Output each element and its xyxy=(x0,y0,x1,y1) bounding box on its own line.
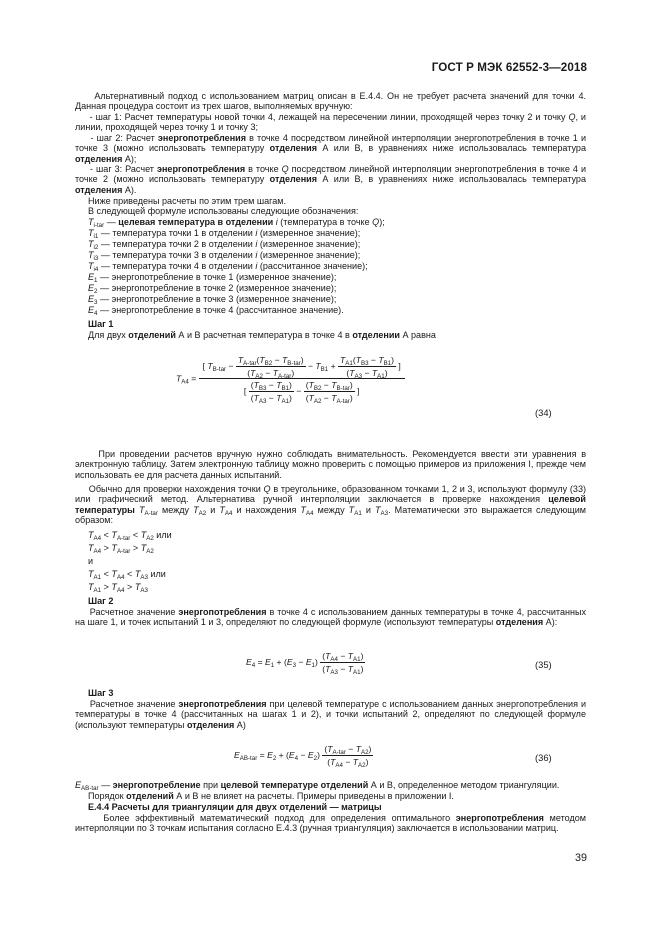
condition-and: и xyxy=(88,556,94,566)
paragraph-step2-desc: - шаг 2: Расчет энергопотребления в точке 4 посредством линейной интерполяции энергопотребления в точке 1 и точке 3 (можно использовать температуру отделения А или В, в уравнениях ниже использовалась температура отделения А); xyxy=(75,133,586,164)
equation-35: $E_4 = E_1 + (E_3 - E_1)$ $\frac{(T_{A4} - T_{A1})}{(T_{A3} - T_{A1})}$ xyxy=(246,651,364,676)
def-ti2: $T_{i2}$ — температура точки 2 в отделении i (измеренное значение); xyxy=(88,239,361,251)
equation-35-number: (35) xyxy=(535,659,552,670)
def-ti-tar: $T_{i-tar}$ — целевая температура в отделении i (температура в точке Q); xyxy=(88,217,385,229)
step2-title: Шаг 2 xyxy=(88,596,114,606)
def-ti3: $T_{i3}$ — температура точки 3 в отделении i (измеренное значение); xyxy=(88,250,361,262)
paragraph-check: Обычно для проверки нахождения точки Q в треугольнике, образованном точками 1, 2 и 3, используют формулу (33) или графический метод. Альтернатива ручной интерполяции заключается в проверке нахождения целевой температуры $T_{A-tar}$ между $T_{A2}$ и $T_{A4}$ и нахождения $T_{A4}$ между $T_{A1}$ и $T_{A3}$. Математически это выражается следующим образом: xyxy=(75,484,586,526)
condition-3: $T_{A1} < T_{A4} < T_{A3}$ или xyxy=(88,569,166,581)
equation-34: $T_{A4}$ = [ $T_{B-tar}$ − $\frac{T_{A-tar}(T_{B2} - T_{B-tar})}{(T_{A2} - T_{A-tar})}$ − $T_{B1}$ + $\frac{T_{A1}(T_{B3} - T_{B1})}{(T_{A3} - T_{A1})}$ ] [ $\frac{(T_{B3} - T_{B1})}{(T_{A3} - T_{A1})}$ − $\frac{(T_{B2} - T_{B-tar})}{(T_{A2} - T_{A-tar})}$ ] xyxy=(176,355,405,403)
line-notation-intro: В следующей формуле использованы следующие обозначения: xyxy=(88,206,359,216)
line-below: Ниже приведены расчеты по этим трем шагам. xyxy=(88,196,287,206)
condition-1: $T_{A4} < T_{A-tar} < T_{A2}$ или xyxy=(88,530,172,542)
def-e3: $E_3$ — энергопотребление в точке 3 (измеренное значение); xyxy=(88,294,337,306)
step1-intro: Для двух отделений А и В расчетная температура в точке 4 в отделении А равна xyxy=(88,330,436,340)
paragraph-intro: Альтернативный подход с использованием матриц описан в Е.4.4. Он не требует расчета значений для точки 4. Данная процедура состоит из трех шагов, выполняемых вручную: xyxy=(75,91,586,112)
equation-34-number: (34) xyxy=(535,407,552,418)
def-e1: $E_1$ — энергопотребление в точке 1 (измеренное значение); xyxy=(88,272,337,284)
def-ti1: $T_{i1}$ — температура точки 1 в отделении i (измеренное значение); xyxy=(88,228,361,240)
condition-4: $T_{A1} > T_{A4} > T_{A3}$ xyxy=(88,582,148,594)
paragraph-careful: При проведении расчетов вручную нужно соблюдать внимательность. Рекомендуется ввести эти уравнения в электронную таблицу. Затем электронную таблицу можно проверить с помощью примеров из приложения I, прежде чем использовать ее для расчета данных испытаний. xyxy=(75,449,586,480)
equation-36-number: (36) xyxy=(535,752,552,763)
def-e2: $E_2$ — энергопотребление в точке 2 (измеренное значение); xyxy=(88,283,337,295)
page-number: 39 xyxy=(574,852,587,864)
def-eab-tar: $E_{AB-tar}$ — энергопотребление при целевой температуре отделений А и В, определенное методом триангуляции. xyxy=(75,780,560,792)
def-e4: $E_4$ — энергопотребление в точке 4 (рассчитанное значение). xyxy=(88,305,344,317)
section-e44-text: Более эффективный математический подход для определения оптимального энергопотребления методом интерполяции по 3 точкам испытания согласно Е.4.3 (ручная триангуляция) заключается в использовании матриц. xyxy=(75,813,586,834)
paragraph-step3-desc: - шаг 3: Расчет энергопотребления в точке Q посредством линейной интерполяции энергопотребления в точке 4 и точке 2 (можно использовать температуру отделения А или В, в уравнениях ниже использовалась температура отделения А). xyxy=(75,164,586,195)
step3-text: Расчетное значение энергопотребления при целевой температуре с использованием данных энергопотребления и температуры в точке 4 (рассчитанных на шагах 1 и 2), и точки испытаний 2, определяют по следующей формуле (используют температуры отделения А) xyxy=(75,699,586,730)
standard-header: ГОСТ Р МЭК 62552-3—2018 xyxy=(431,61,587,74)
section-e44-title: Е.4.4 Расчеты для триангуляции для двух отделений — матрицы xyxy=(88,802,382,812)
step2-text: Расчетное значение энергопотребления в точке 4 с использованием данных температуры в точке 4, рассчитанных на шаге 1, и точек испытаний 1 и 3, определяют по следующей формуле (используют температуры отделения А): xyxy=(75,607,586,628)
step3-title: Шаг 3 xyxy=(88,688,114,698)
line-order: Порядок отделений А и В не влияет на расчеты. Примеры приведены в приложении I. xyxy=(88,791,454,801)
equation-36: $E_{AB-tar} = E_2 + (E_4 - E_2)$ $\frac{(T_{A-tar} - T_{A2})}{(T_{A4} - T_{A2})}$ xyxy=(234,744,372,769)
condition-2: $T_{A4} > T_{A-tar} > T_{A2}$ xyxy=(88,543,154,555)
def-ti4: $T_{i4}$ — температура точки 4 в отделении i (рассчитанное значение); xyxy=(88,261,368,273)
step1-title: Шаг 1 xyxy=(88,319,114,329)
paragraph-step1-desc: - шаг 1: Расчет температуры новой точки 4, лежащей на пересечении линии, проходящей через точку 2 и точку Q, и линии, проходящей через точку 1 и точку 3; xyxy=(75,112,586,133)
